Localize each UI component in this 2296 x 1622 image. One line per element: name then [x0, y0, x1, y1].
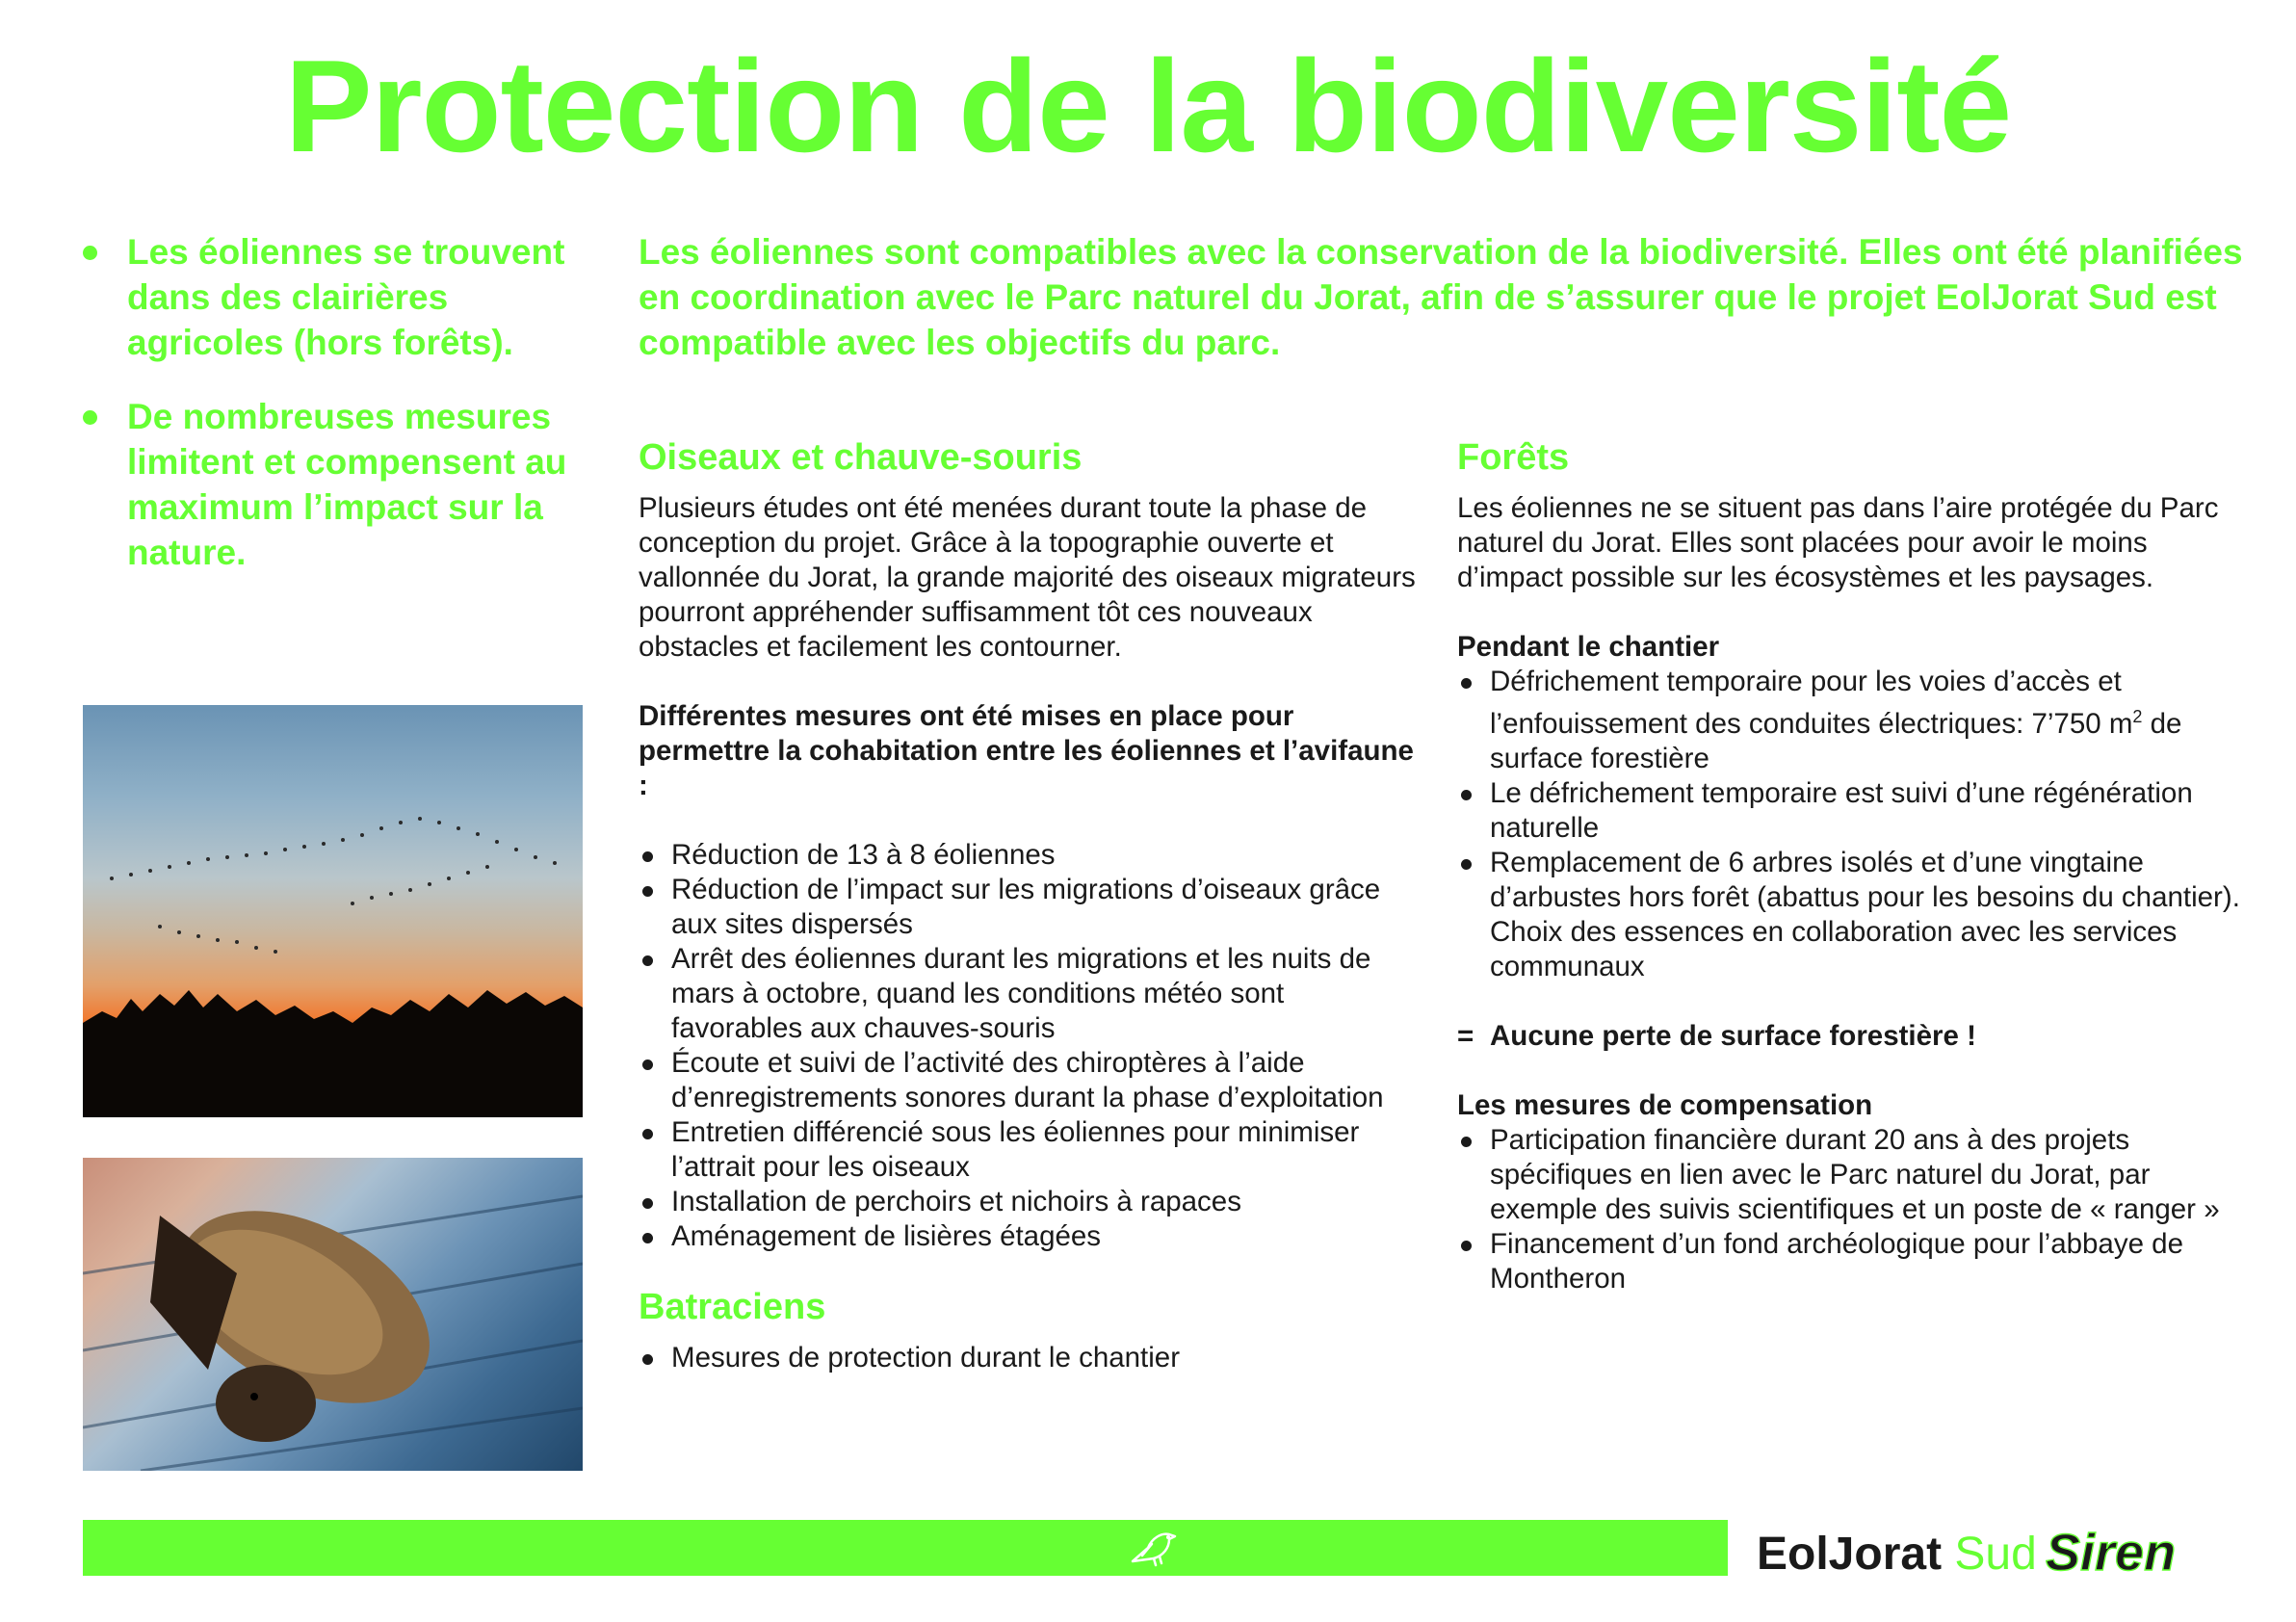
list-item: Arrêt des éoliennes durant les migrations et les nuits de mars à octobre, quand les conditions météo sont favorables aux chauves-souris — [639, 942, 1419, 1046]
logo-name: EolJorat — [1757, 1529, 1943, 1580]
list-item: Mesures de protection durant le chantier — [639, 1341, 1419, 1375]
intro-text: Les éoliennes sont compatibles avec la conservation de la biodiversité. Elles ont été planifiées en coordination avec le Parc naturel du Jorat, afin de s’assurer que le projet EolJorat Sud est compatible avec les objectifs du parc. — [639, 232, 2243, 362]
list-item: Réduction de l’impact sur les migrations d’oiseaux grâce aux sites dispersés — [639, 873, 1419, 942]
list-item-text: Défrichement temporaire pour les voies d’accès et l’enfouissement des conduites électriques: 7’750 m — [1490, 666, 2133, 740]
list-item: Aménagement de lisières étagées — [639, 1219, 1419, 1254]
siren-logo-text: Siren — [2046, 1526, 2177, 1580]
birds-measures-intro: Différentes mesures ont été mises en place pour permettre la cohabitation entre les éoliennes et l’avifaune : — [639, 700, 1414, 801]
logo-suffix: Sud — [1954, 1529, 2037, 1580]
bat-photo — [83, 1158, 583, 1471]
key-point: Les éoliennes se trouvent dans des clairières agricoles (hors forêts). — [83, 229, 603, 365]
during-works-list — [1457, 665, 2247, 984]
amphibians-list — [639, 1341, 1419, 1375]
list-item: Financement d’un fond archéologique pour l’abbaye de Montheron — [1457, 1227, 2247, 1296]
forests-paragraph: Les éoliennes ne se situent pas dans l’aire protégée du Parc naturel du Jorat. Elles sont placées pour avoir le moins d’impact possible sur les écosystèmes et les paysages. — [1457, 492, 2219, 593]
during-works-heading: Pendant le chantier — [1457, 631, 1720, 663]
result-text: Aucune perte de surface forestière ! — [1490, 1019, 1976, 1052]
list-item: Entretien différencié sous les éoliennes pour minimiser l’attrait pour les oiseaux — [639, 1115, 1419, 1185]
list-item: Installation de perchoirs et nichoirs à rapaces — [639, 1185, 1419, 1219]
key-points-list — [83, 229, 603, 604]
compensation-list — [1457, 1123, 2247, 1296]
list-item — [1457, 665, 2247, 776]
siren-logo — [2046, 1526, 2229, 1580]
list-item: Participation financière durant 20 ans à des projets spécifiques en lien avec le Parc naturel du Jorat, par exemple des suivis scientifiques et un poste de « ranger » — [1457, 1123, 2247, 1227]
page-title: Protection de la biodiversité — [284, 33, 2012, 179]
eoljorat-logo — [1757, 1528, 2037, 1582]
compensation-heading: Les mesures de compensation — [1457, 1088, 1873, 1121]
birds-heading: Oiseaux et chauve-souris — [639, 437, 1083, 478]
footer-bar — [83, 1520, 1728, 1576]
birds-measures-list — [639, 838, 1419, 1254]
sunset-birds-photo — [83, 705, 583, 1117]
birds-section — [639, 435, 1419, 1375]
list-item: Le défrichement temporaire est suivi d’une régénération naturelle — [1457, 776, 2247, 846]
key-point: De nombreuses mesures limitent et compensent au maximum l’impact sur la nature. — [83, 394, 603, 575]
forests-heading: Forêts — [1457, 437, 1570, 478]
equals-sign: = — [1457, 1019, 1474, 1052]
birds-paragraph: Plusieurs études ont été menées durant toute la phase de conception du projet. Grâce à la topographie ouverte et vallonnée du Jorat, la grande majorité des oiseaux migrateurs pourront appréhender suffisamment tôt ces nouveaux obstacles et facilement les contourner. — [639, 492, 1416, 663]
result-statement — [1457, 1019, 2247, 1054]
superscript: 2 — [2132, 707, 2143, 726]
list-item: Écoute et suivi de l’activité des chiroptères à l’aide d’enregistrements sonores durant la phase d’exploitation — [639, 1046, 1419, 1115]
list-item: Remplacement de 6 arbres isolés et d’une vingtaine d’arbustes hors forêt (abattus pour les besoins du chantier). Choix des essences en collaboration avec les services communaux — [1457, 846, 2247, 984]
forests-section — [1457, 435, 2247, 1296]
list-item-text: de surface forestière — [1490, 707, 2182, 774]
list-item: Réduction de 13 à 8 éoliennes — [639, 838, 1419, 873]
bird-icon — [1129, 1527, 1179, 1569]
amphibians-heading: Batraciens — [639, 1287, 826, 1327]
